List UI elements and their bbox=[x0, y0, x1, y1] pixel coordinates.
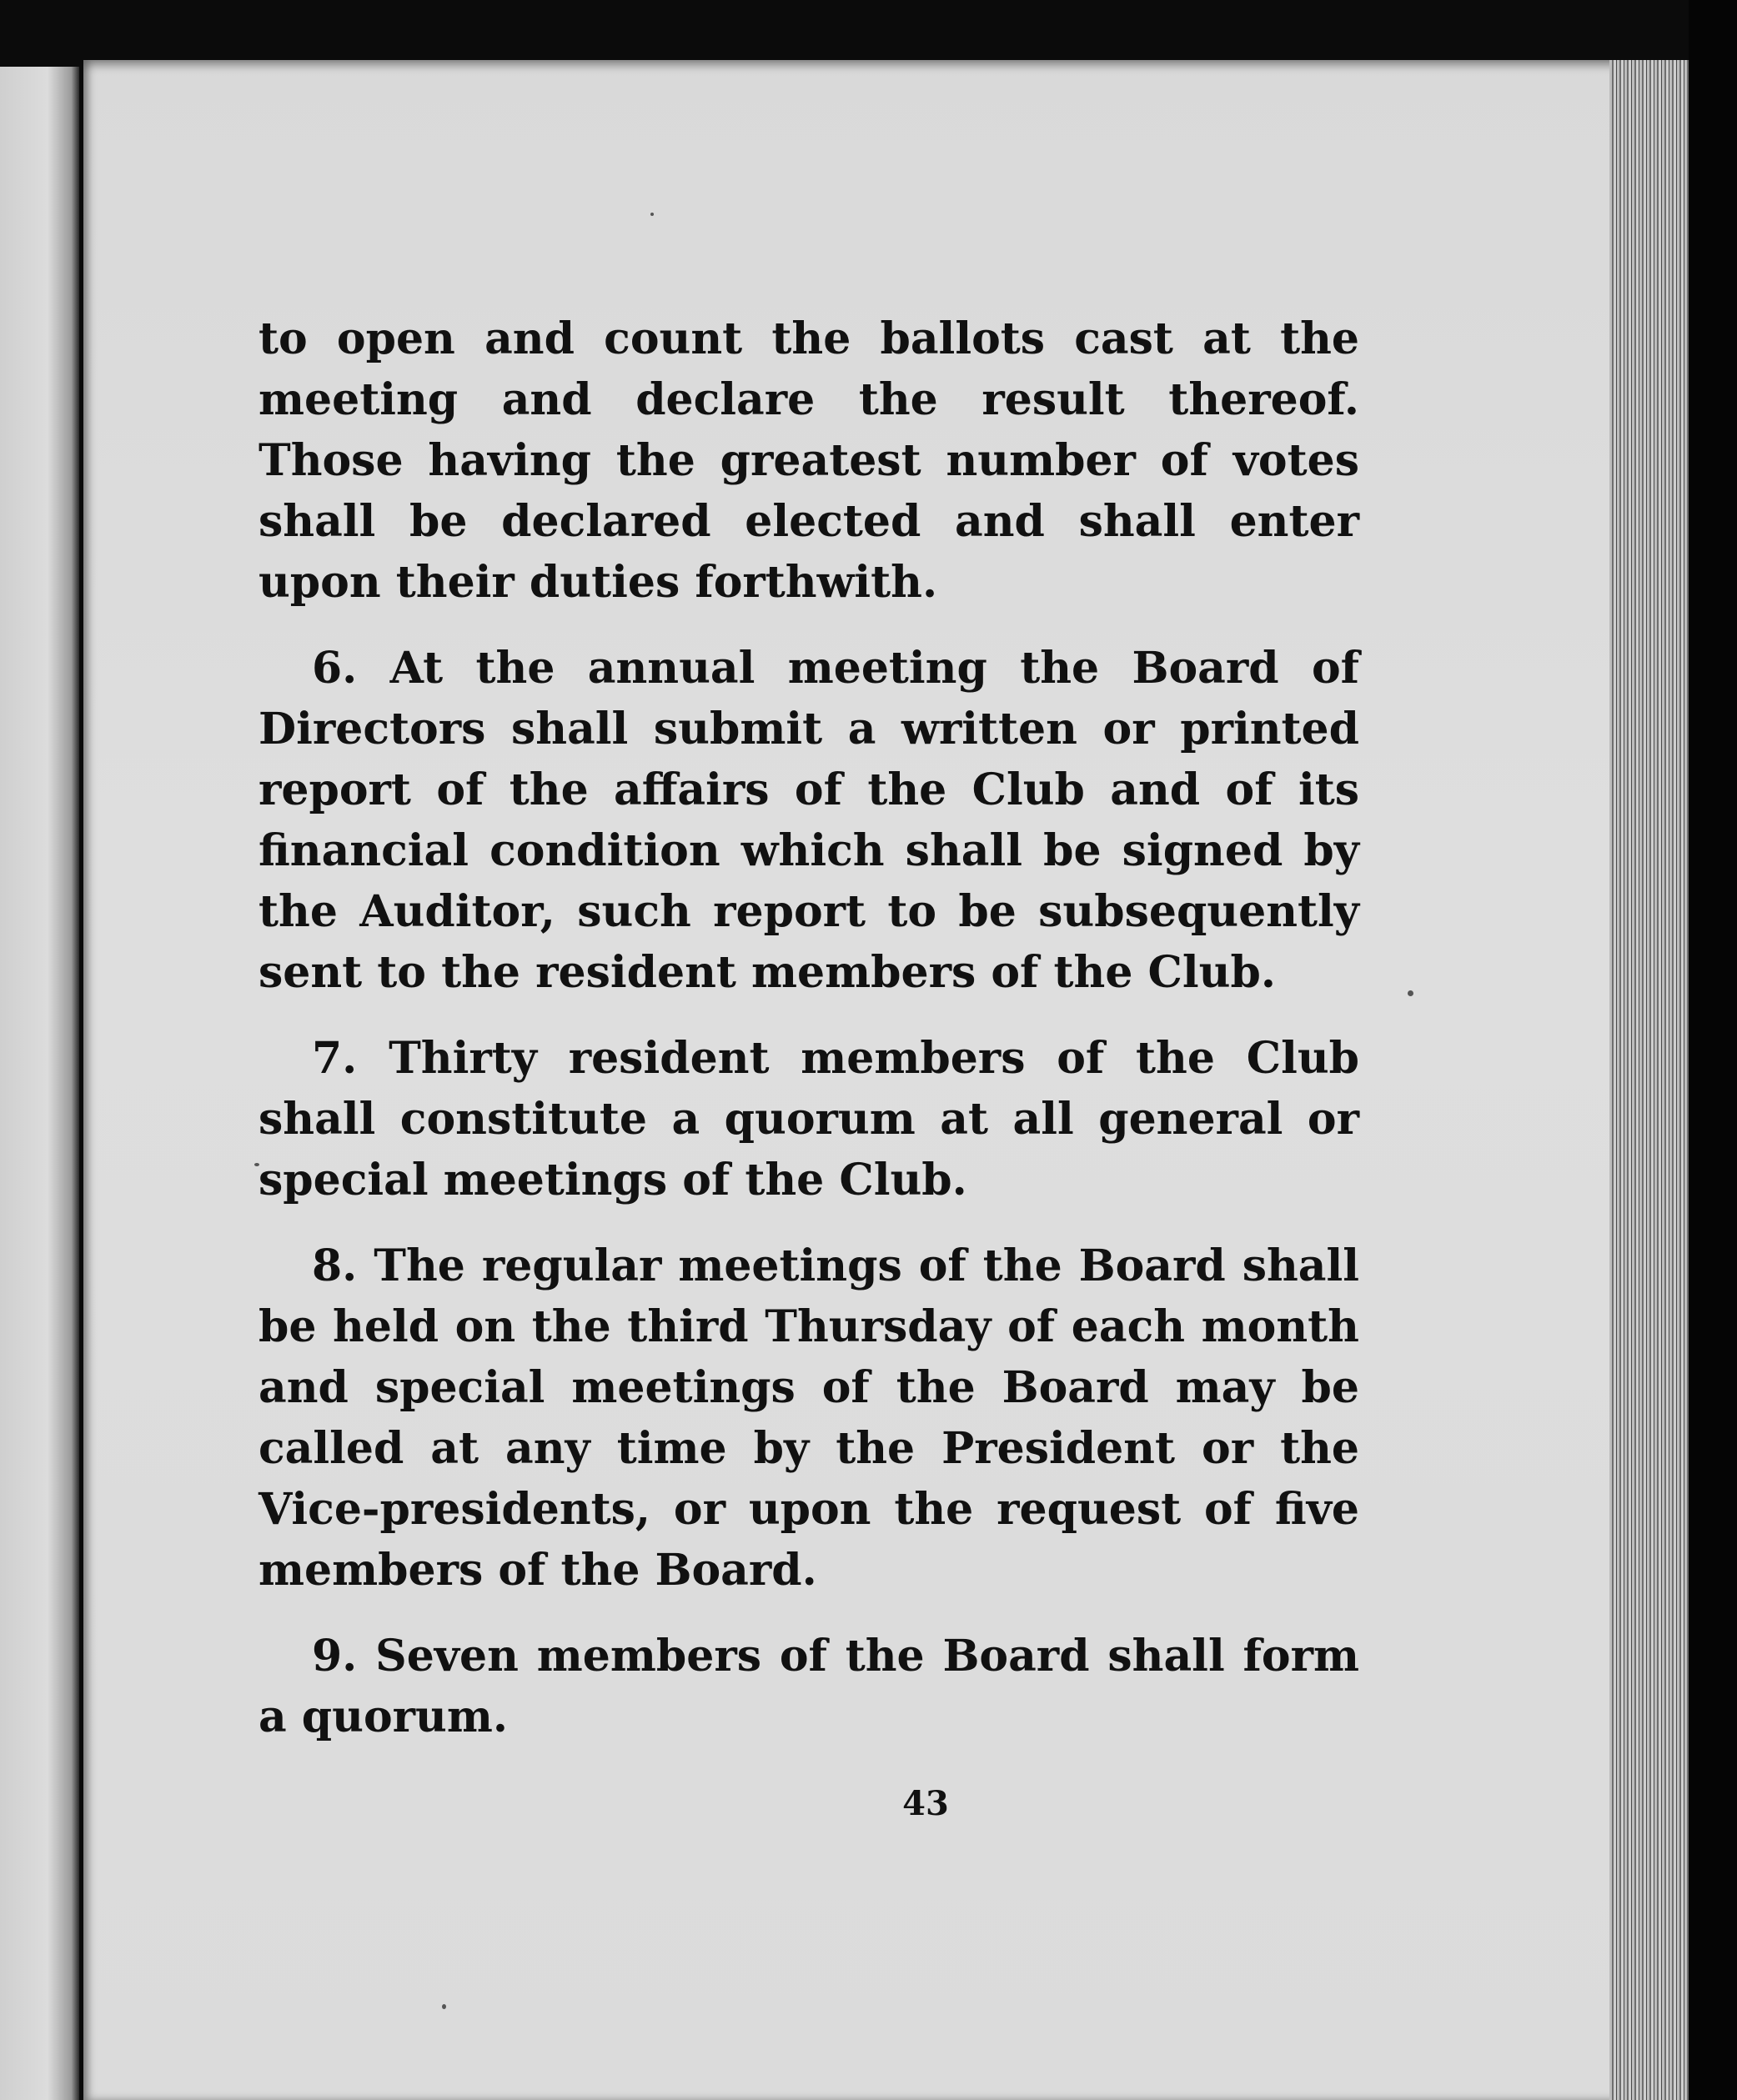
page-body bbox=[259, 308, 1359, 1772]
paragraph-6 bbox=[259, 638, 1359, 1003]
paragraph-continuation bbox=[259, 308, 1359, 613]
scan-border bbox=[1689, 0, 1737, 2100]
paragraph-text: The regular meetings of the Board shall be held on the third Thursday of each month and special meetings of the Board may be called at any time by the President or the Vice-presidents, or upon the request of five members of the Board. bbox=[259, 1240, 1359, 1596]
page-fore-edges bbox=[1609, 60, 1689, 2100]
paragraph-number: 6. bbox=[312, 643, 358, 694]
paragraph-text: Thirty resident members of the Club shall constitute a quorum at all general or special meetings of the Club. bbox=[259, 1033, 1359, 1205]
paragraph-9 bbox=[259, 1626, 1359, 1747]
page-number: 43 bbox=[902, 1784, 949, 1823]
left-page-edge bbox=[0, 67, 79, 2100]
scan-speck bbox=[650, 213, 654, 216]
scan-speck bbox=[442, 2004, 446, 2009]
paragraph-text: Seven members of the Board shall form a quorum. bbox=[259, 1631, 1360, 1742]
paragraph-8 bbox=[259, 1235, 1359, 1601]
paragraph-number: 9. bbox=[312, 1631, 358, 1682]
paragraph-text: to open and count the ballots cast at the meeting and declare the result thereof. Those having the greatest number of votes shall be declared elected and shall enter upon their duties forthwith. bbox=[259, 313, 1359, 608]
scan-speck bbox=[1408, 990, 1413, 996]
paragraph-7 bbox=[259, 1028, 1359, 1210]
paragraph-text: At the annual meeting the Board of Directors shall submit a written or printed report of the affairs of the Club and of its financial condition which shall be signed by the Auditor, such report to be subsequently sent to the resident members of the Club. bbox=[259, 643, 1359, 998]
paragraph-number: 8. bbox=[312, 1240, 358, 1291]
paragraph-number: 7. bbox=[312, 1033, 358, 1084]
